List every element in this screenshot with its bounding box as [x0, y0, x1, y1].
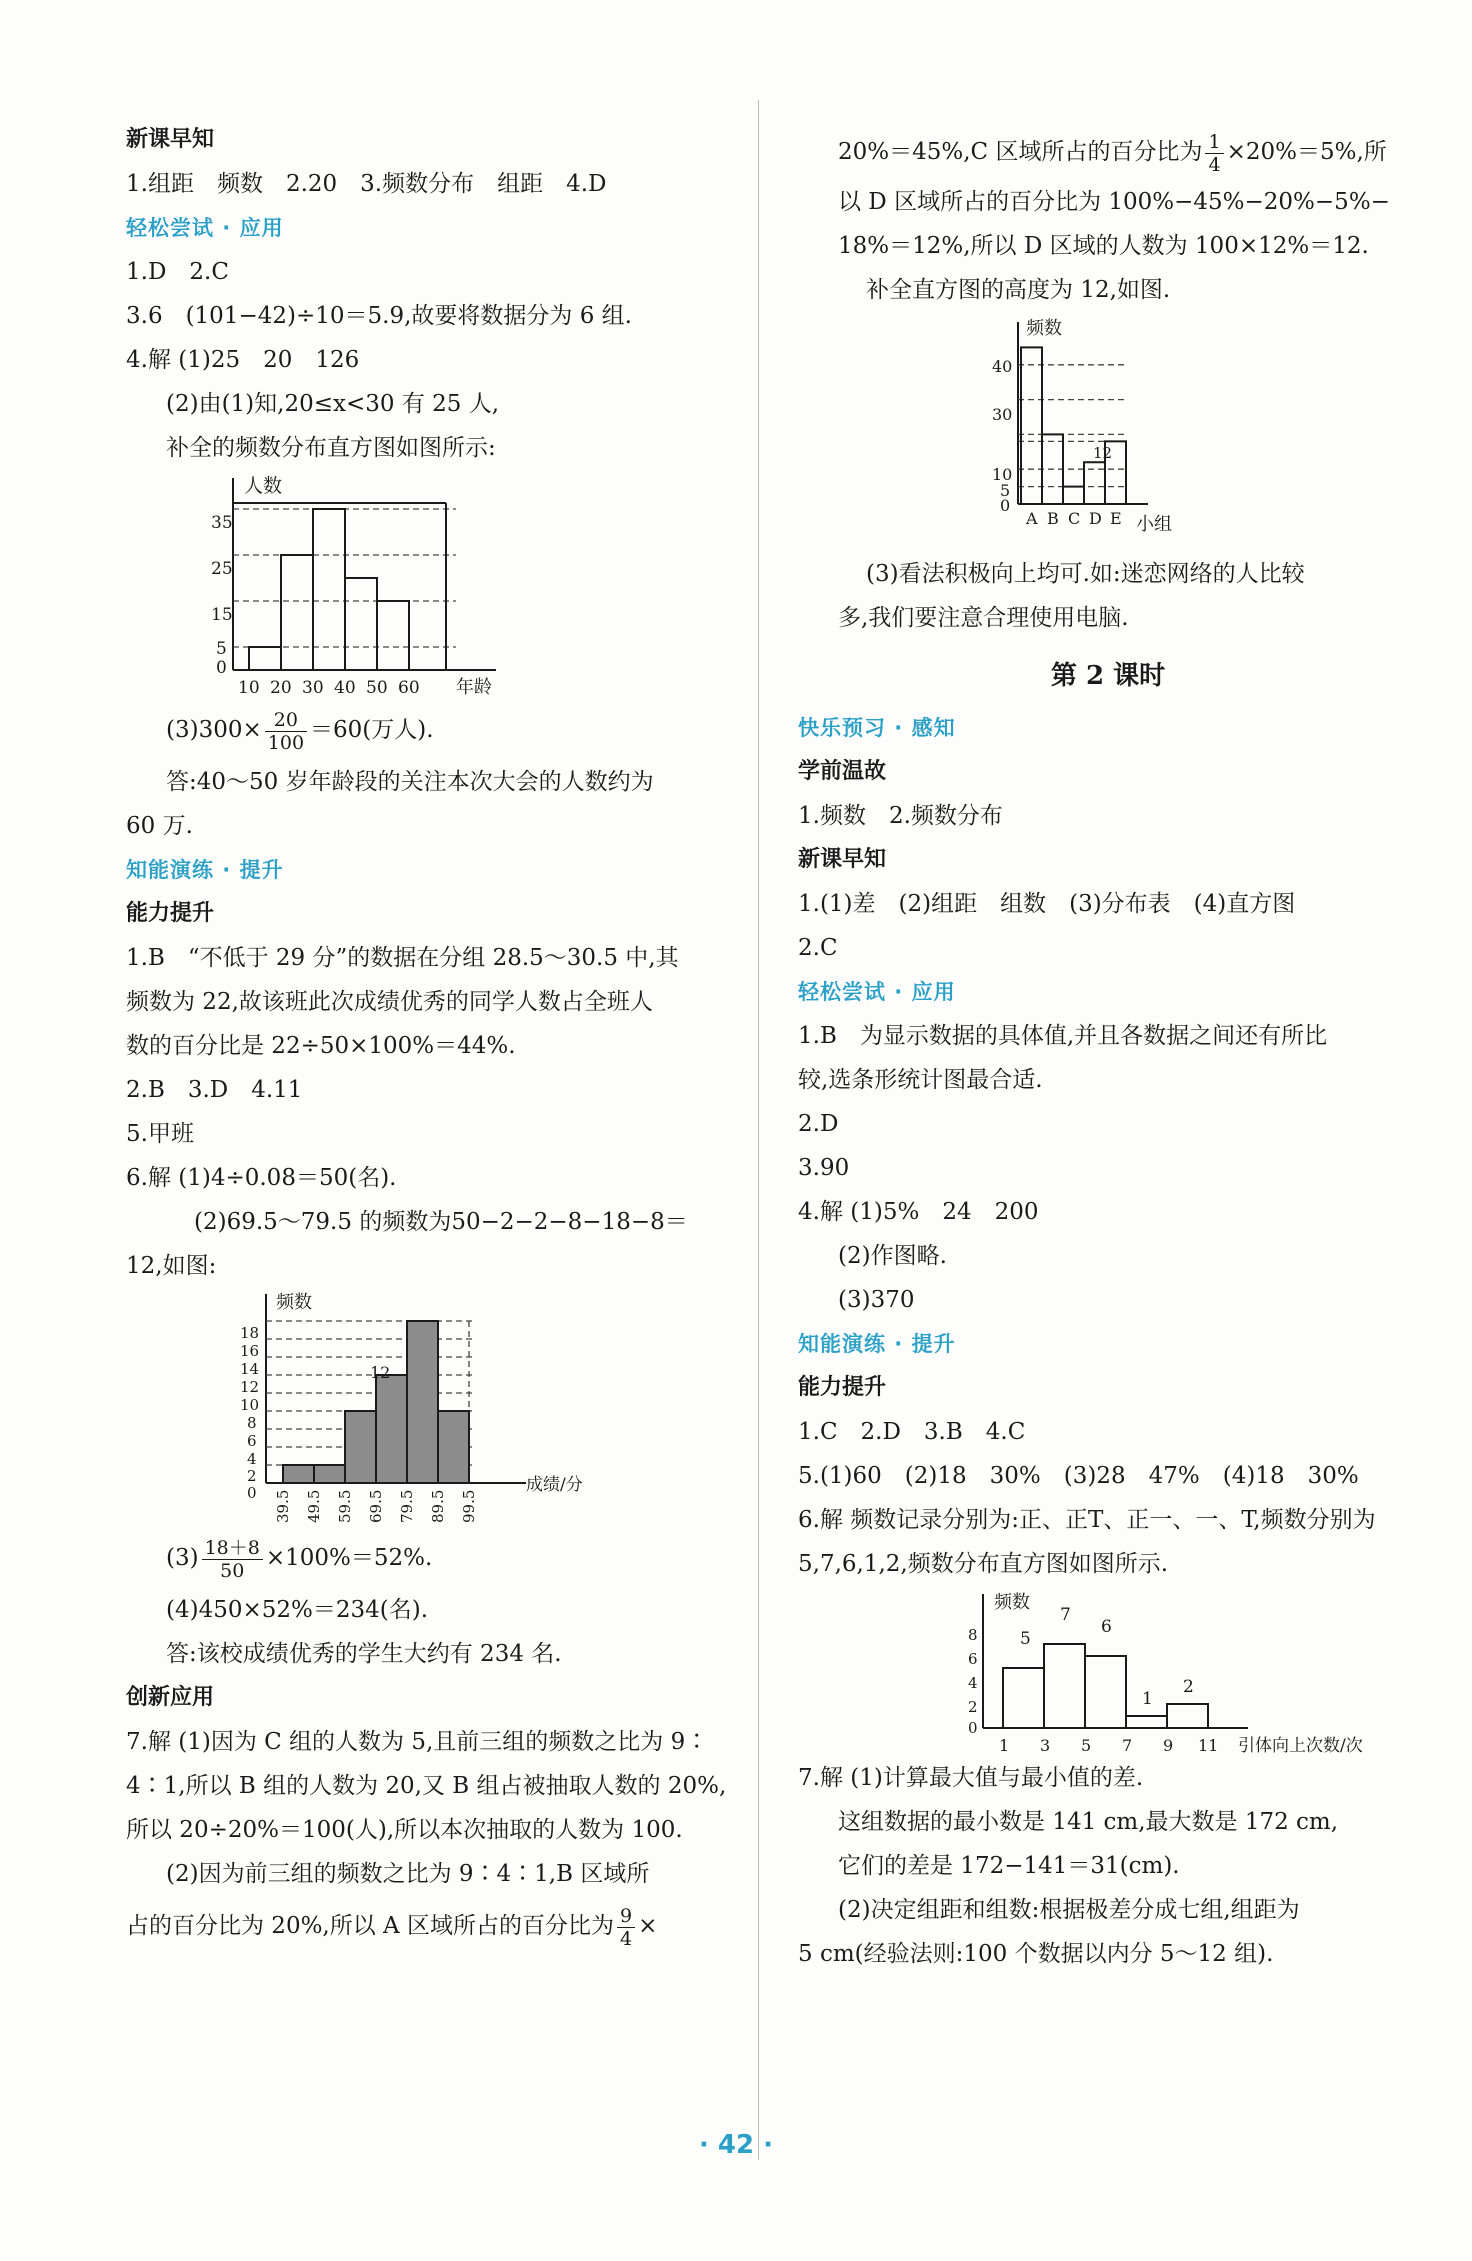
x-tick-label: A — [1026, 509, 1038, 528]
bar-value-label: 5 — [1020, 1629, 1031, 1649]
heading-review: 学前温故 — [798, 759, 887, 784]
y-tick-label: 14 — [240, 1360, 260, 1378]
y-axis-label: 频数 — [276, 1292, 312, 1313]
x-tick-label: 60 — [398, 678, 420, 698]
histogram-bar — [1021, 347, 1042, 504]
histogram-bar — [377, 601, 409, 670]
histogram-bar — [438, 1411, 469, 1483]
x-tick-label: 99.5 — [460, 1489, 478, 1523]
y-tick-label: 6 — [247, 1432, 257, 1450]
answer-line: 60 万. — [126, 813, 193, 839]
y-axis-label: 人数 — [244, 475, 283, 497]
bar-value-label: 1 — [1142, 1689, 1153, 1709]
answer-line: 多,我们要注意合理使用电脑. — [838, 605, 1129, 631]
x-axis-label: 小组 — [1136, 514, 1172, 535]
y-tick-label: 5 — [1000, 481, 1011, 500]
answer-line: 5.(1)60 (2)18 30% (3)28 47% (4)18 30% — [798, 1463, 1359, 1489]
x-tick-label: 49.5 — [305, 1489, 323, 1523]
bar-value-label: 6 — [1101, 1617, 1112, 1637]
answer-line: 12,如图: — [126, 1253, 217, 1279]
histogram-bar — [313, 509, 345, 670]
answer-line: 数的百分比是 22÷50×100%＝44%. — [126, 1033, 516, 1059]
answer-line: 3.90 — [798, 1155, 850, 1181]
answer-line: 5.甲班 — [126, 1121, 194, 1147]
x-tick-label: 5 — [1081, 1736, 1092, 1755]
y-axis-label: 频数 — [994, 1592, 1030, 1613]
y-tick-label: 2 — [247, 1467, 257, 1485]
answer-line: 较,选条形统计图最合适. — [798, 1067, 1043, 1093]
answer-line: 占的百分比为 20%,所以 A 区域所占的百分比为 $\frac{9}{4}$ × — [126, 1904, 658, 1950]
answer-line: 1.频数 2.频数分布 — [798, 803, 1003, 829]
y-tick-label: 40 — [992, 357, 1013, 376]
answer-line: 1.B 为显示数据的具体值,并且各数据之间还有所比 — [798, 1023, 1328, 1049]
answer-line: (3)370 — [838, 1287, 915, 1313]
answer-line: 它们的差是 172−141＝31(cm). — [838, 1853, 1180, 1879]
x-tick-label: B — [1047, 509, 1059, 528]
y-tick-label: 10 — [240, 1396, 260, 1414]
histogram-age — [166, 470, 566, 700]
histogram-bar — [1063, 487, 1084, 504]
bar-value-label: 12 — [370, 1363, 391, 1382]
x-tick-label: 39.5 — [274, 1489, 292, 1523]
bar-value-label: 12 — [1093, 444, 1113, 462]
histogram-bar — [345, 578, 377, 670]
fraction: $\frac{18+8}{50}$ — [202, 1537, 263, 1582]
x-tick-label: 11 — [1198, 1736, 1219, 1755]
histogram-bar — [314, 1465, 345, 1483]
answer-line: 5,7,6,1,2,频数分布直方图如图所示. — [798, 1551, 1169, 1577]
answer-line: 20%＝45%,C 区域所占的百分比为 $\frac{1}{4}$ ×20%＝5%,所 — [838, 130, 1387, 176]
heading-ability: 能力提升 — [126, 901, 215, 926]
bar-value-label: 7 — [1060, 1605, 1071, 1625]
histogram-bar — [281, 555, 313, 670]
histogram-bar — [1003, 1668, 1044, 1728]
answer-line: 答:该校成绩优秀的学生大约有 234 名. — [166, 1641, 562, 1667]
y-tick-label: 12 — [240, 1378, 260, 1396]
x-tick-label: 59.5 — [336, 1489, 354, 1523]
y-tick-label: 25 — [211, 559, 233, 579]
histogram-bar — [249, 647, 281, 670]
x-axis-label: 成绩/分 — [526, 1475, 583, 1495]
y-tick-label: 0 — [968, 1719, 978, 1737]
answer-line: 7.解 (1)因为 C 组的人数为 5,且前三组的频数之比为 9∶ — [126, 1729, 709, 1755]
answer-line: 4.解 (1)5% 24 200 — [798, 1199, 1039, 1225]
answer-line: 3.6 (101−42)÷10＝5.9,故要将数据分为 6 组. — [126, 303, 632, 329]
y-tick-label: 4 — [968, 1674, 978, 1692]
histogram-bar — [1084, 462, 1105, 504]
y-tick-label: 15 — [211, 605, 233, 625]
answer-line: (3)看法积极向上均可.如:迷恋网络的人比较 — [866, 561, 1305, 587]
answer-line: 7.解 (1)计算最大值与最小值的差. — [798, 1765, 1144, 1791]
heading-new-lesson: 新课早知 — [798, 847, 887, 872]
answer-line: (2)69.5～79.5 的频数为50−2−2−8−18−8＝ — [194, 1209, 688, 1235]
x-tick-label: 79.5 — [398, 1489, 416, 1523]
x-tick-label: 89.5 — [429, 1489, 447, 1523]
answer-line: 1.(1)差 (2)组距 组数 (3)分布表 (4)直方图 — [798, 891, 1296, 917]
column-divider — [758, 100, 759, 2160]
x-tick-label: C — [1068, 509, 1081, 528]
histogram-scores — [236, 1288, 656, 1528]
y-tick-label: 4 — [247, 1450, 257, 1468]
right-column — [798, 124, 1418, 1976]
answer-line: 2.C — [798, 935, 838, 961]
x-tick-label: 9 — [1163, 1736, 1174, 1755]
histogram-bar — [283, 1465, 314, 1483]
answer-line: 这组数据的最小数是 141 cm,最大数是 172 cm, — [838, 1809, 1339, 1835]
y-axis-label: 频数 — [1026, 318, 1062, 339]
answer-line: 1.D 2.C — [126, 259, 229, 285]
answer-line: 1.B “不低于 29 分”的数据在分组 28.5～30.5 中,其 — [126, 945, 679, 971]
answer-line: 答:40～50 岁年龄段的关注本次大会的人数约为 — [166, 769, 654, 795]
y-tick-label: 2 — [968, 1698, 978, 1716]
histogram-bar — [376, 1375, 407, 1483]
histogram-bar — [345, 1411, 376, 1483]
histogram-groups — [988, 312, 1388, 552]
answer-line: (3) $\frac{18+8}{50}$ ×100%＝52%. — [166, 1536, 433, 1582]
x-tick-label: 1 — [999, 1736, 1010, 1755]
section-practice: 知能演练 · 提升 — [126, 858, 284, 882]
x-tick-label: D — [1089, 509, 1102, 528]
answer-line: 补全直方图的高度为 12,如图. — [866, 277, 1171, 303]
x-tick-label: 50 — [366, 678, 388, 698]
answer-line: (2)决定组距和组数:根据极差分成七组,组距为 — [838, 1897, 1300, 1923]
left-column — [126, 118, 746, 1956]
answer-line: (2)因为前三组的频数之比为 9∶4∶1,B 区域所 — [166, 1861, 650, 1887]
answer-line: 6.解 频数记录分别为:正、正T、正一、一、T,频数分别为 — [798, 1507, 1376, 1533]
y-tick-label: 30 — [992, 405, 1013, 424]
y-tick-label: 18 — [240, 1324, 260, 1342]
y-tick-label: 0 — [247, 1484, 257, 1502]
x-axis-label: 引体向上次数/次 — [1238, 1736, 1363, 1756]
answer-line: (2)作图略. — [838, 1243, 947, 1269]
fraction: $\frac{9}{4}$ — [617, 1905, 635, 1950]
answer-line: 2.B 3.D 4.11 — [126, 1077, 303, 1103]
answer-line: (4)450×52%＝234(名). — [166, 1597, 429, 1623]
heading-innovation: 创新应用 — [126, 1685, 215, 1710]
histogram-bar — [407, 1321, 438, 1483]
heading-new-lesson: 新课早知 — [126, 127, 215, 152]
answer-line: 4∶1,所以 B 组的人数为 20,又 B 组占被抽取人数的 20%, — [126, 1773, 727, 1799]
fraction: $\frac{1}{4}$ — [1205, 131, 1223, 176]
answer-line: 补全的频数分布直方图如图所示: — [166, 435, 496, 461]
page-number: · 42 · — [698, 2130, 774, 2160]
answer-line: 6.解 (1)4÷0.08＝50(名). — [126, 1165, 397, 1191]
histogram-bar — [1167, 1704, 1208, 1728]
answer-line: 频数为 22,故该班此次成绩优秀的同学人数占全班人 — [126, 989, 653, 1015]
x-axis-label: 年龄 — [456, 677, 492, 698]
histogram-bar — [1044, 1644, 1085, 1728]
answer-line: 1.C 2.D 3.B 4.C — [798, 1419, 1026, 1445]
answer-line: 以 D 区域所占的百分比为 100%−45%−20%−5%− — [838, 189, 1390, 215]
x-tick-label: 20 — [270, 678, 292, 698]
answer-line: (3)300× $\frac{20}{100}$ ＝60(万人). — [166, 708, 434, 754]
answer-line: 5 cm(经验法则:100 个数据以内分 5～12 组). — [798, 1941, 1274, 1967]
answer-line: (2)由(1)知,20≤x<30 有 25 人, — [166, 391, 500, 417]
heading-ability: 能力提升 — [798, 1375, 887, 1400]
x-tick-label: 69.5 — [367, 1489, 385, 1523]
fraction: $\frac{20}{100}$ — [265, 709, 307, 754]
y-tick-label: 8 — [247, 1414, 257, 1432]
section-preview: 快乐预习 · 感知 — [798, 716, 956, 740]
y-tick-label: 6 — [968, 1650, 978, 1668]
section-practice: 知能演练 · 提升 — [798, 1332, 956, 1356]
y-tick-label: 16 — [240, 1342, 260, 1360]
section-easy-try: 轻松尝试 · 应用 — [798, 980, 956, 1004]
y-tick-label: 0 — [216, 658, 227, 678]
x-tick-label: 40 — [334, 678, 356, 698]
y-tick-label: 8 — [968, 1626, 978, 1644]
x-tick-label: 7 — [1122, 1736, 1133, 1755]
answer-line: 所以 20÷20%＝100(人),所以本次抽取的人数为 100. — [126, 1817, 683, 1843]
histogram-pullups — [858, 1586, 1458, 1756]
y-tick-label: 10 — [992, 465, 1013, 484]
answer-line: 1.组距 频数 2.20 3.频数分布 组距 4.D — [126, 171, 607, 197]
histogram-bar — [1126, 1716, 1167, 1728]
bar-value-label: 2 — [1183, 1677, 1194, 1697]
histogram-bar — [1085, 1656, 1126, 1728]
section-easy-try: 轻松尝试 · 应用 — [126, 216, 284, 240]
x-tick-label: E — [1110, 509, 1122, 528]
x-tick-label: 3 — [1040, 1736, 1051, 1755]
answer-line: 4.解 (1)25 20 126 — [126, 347, 360, 373]
lesson-title: 第 2 课时 — [1050, 661, 1166, 691]
x-tick-label: 10 — [238, 678, 260, 698]
answer-line: 2.D — [798, 1111, 839, 1137]
y-tick-label: 0 — [1000, 496, 1011, 515]
x-tick-label: 30 — [302, 678, 324, 698]
answer-line: 18%＝12%,所以 D 区域的人数为 100×12%＝12. — [838, 233, 1369, 259]
y-tick-label: 5 — [216, 639, 227, 659]
y-tick-label: 35 — [211, 513, 233, 533]
